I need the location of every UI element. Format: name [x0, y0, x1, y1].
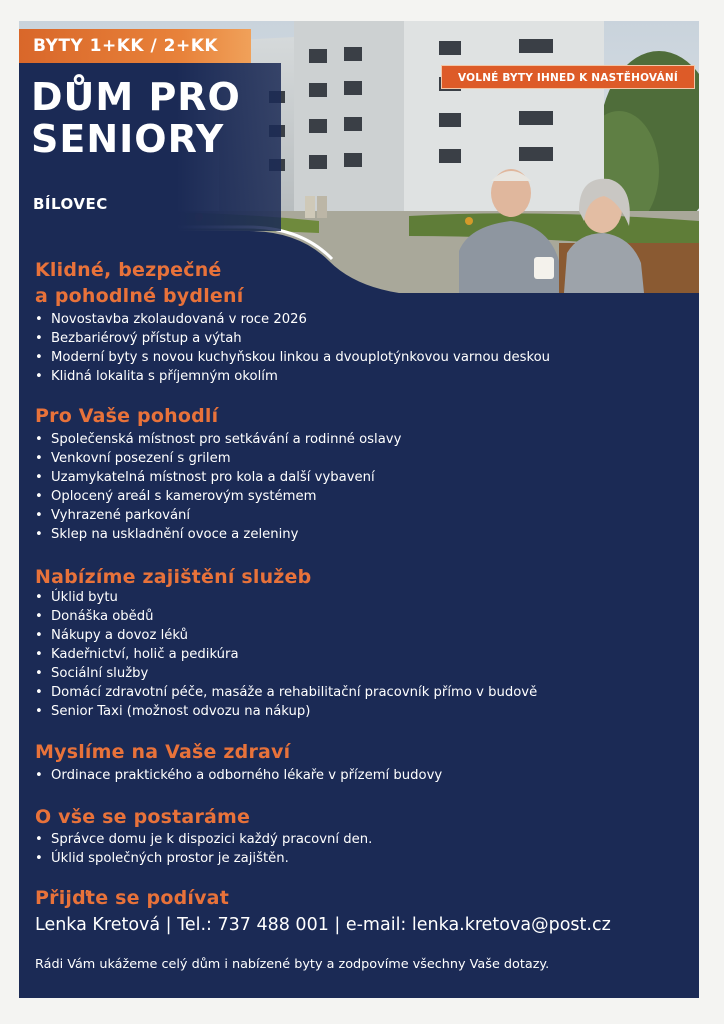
list-comfort [35, 430, 401, 544]
list-item: • Bezbariérový přístup a výtah [35, 329, 550, 348]
list-item: • Novostavba zkolaudovaná v roce 2026 [35, 310, 550, 329]
hero-photo [19, 21, 699, 293]
list-item: • Donáška obědů [35, 607, 537, 626]
list-item: • Nákupy a dovoz léků [35, 626, 537, 645]
section-title-visit: Přijďte se podívat [35, 887, 229, 909]
list-item: • Sklep na uskladnění ovoce a zeleniny [35, 525, 401, 544]
list-item: • Moderní byty s novou kuchyňskou linkou a dvouplotýnkovou varnou deskou [35, 348, 550, 367]
list-item: • Domácí zdravotní péče, masáže a rehabilitační pracovník přímo v budově [35, 683, 537, 702]
list-services [35, 588, 537, 721]
list-item: • Správce domu je k dispozici každý pracovní den. [35, 830, 372, 849]
list-item: • Vyhrazené parkování [35, 506, 401, 525]
list-item: • Senior Taxi (možnost odvozu na nákup) [35, 702, 537, 721]
list-item: • Klidná lokalita s příjemným okolím [35, 367, 550, 386]
list-item: • Venkovní posezení s grilem [35, 449, 401, 468]
section-title-living-line-1: Klidné, bezpečné [35, 259, 222, 281]
section-title-living-line-2: a pohodlné bydlení [35, 285, 244, 307]
list-health [35, 766, 442, 785]
title-block [19, 63, 281, 231]
section-title-care: O vše se postaráme [35, 806, 251, 828]
flyer [19, 21, 699, 998]
list-item: • Ordinace praktického a odborného lékaře v přízemí budovy [35, 766, 442, 785]
closing-text: Rádi Vám ukážeme celý dům i nabízené byty a zodpovíme všechny Vaše dotazy. [35, 957, 550, 972]
availability-badge: VOLNÉ BYTY IHNED K NASTĚHOVÁNÍ [441, 65, 695, 89]
main-title-line-1: DŮM PRO [31, 75, 241, 119]
list-item: • Sociální služby [35, 664, 537, 683]
city-label: BÍLOVEC [33, 195, 108, 213]
section-title-comfort: Pro Vaše pohodlí [35, 405, 219, 427]
list-item: • Kadeřnictví, holič a pedikúra [35, 645, 537, 664]
section-title-health: Myslíme na Vaše zdraví [35, 741, 291, 763]
list-item: • Úklid bytu [35, 588, 537, 607]
contact-line: Lenka Kretová | Tel.: 737 488 001 | e-mail: lenka.kretova@post.cz [35, 915, 611, 935]
section-title-services: Nabízíme zajištění služeb [35, 566, 312, 588]
main-title-line-2: SENIORY [31, 117, 225, 161]
list-care [35, 830, 372, 868]
list-living [35, 310, 550, 386]
list-item: • Oplocený areál s kamerovým systémem [35, 487, 401, 506]
list-item: • Úklid společných prostor je zajištěn. [35, 849, 372, 868]
list-item: • Uzamykatelná místnost pro kola a další vybavení [35, 468, 401, 487]
apartment-types-badge: BYTY 1+KK / 2+KK [19, 29, 251, 63]
list-item: • Společenská místnost pro setkávání a rodinné oslavy [35, 430, 401, 449]
